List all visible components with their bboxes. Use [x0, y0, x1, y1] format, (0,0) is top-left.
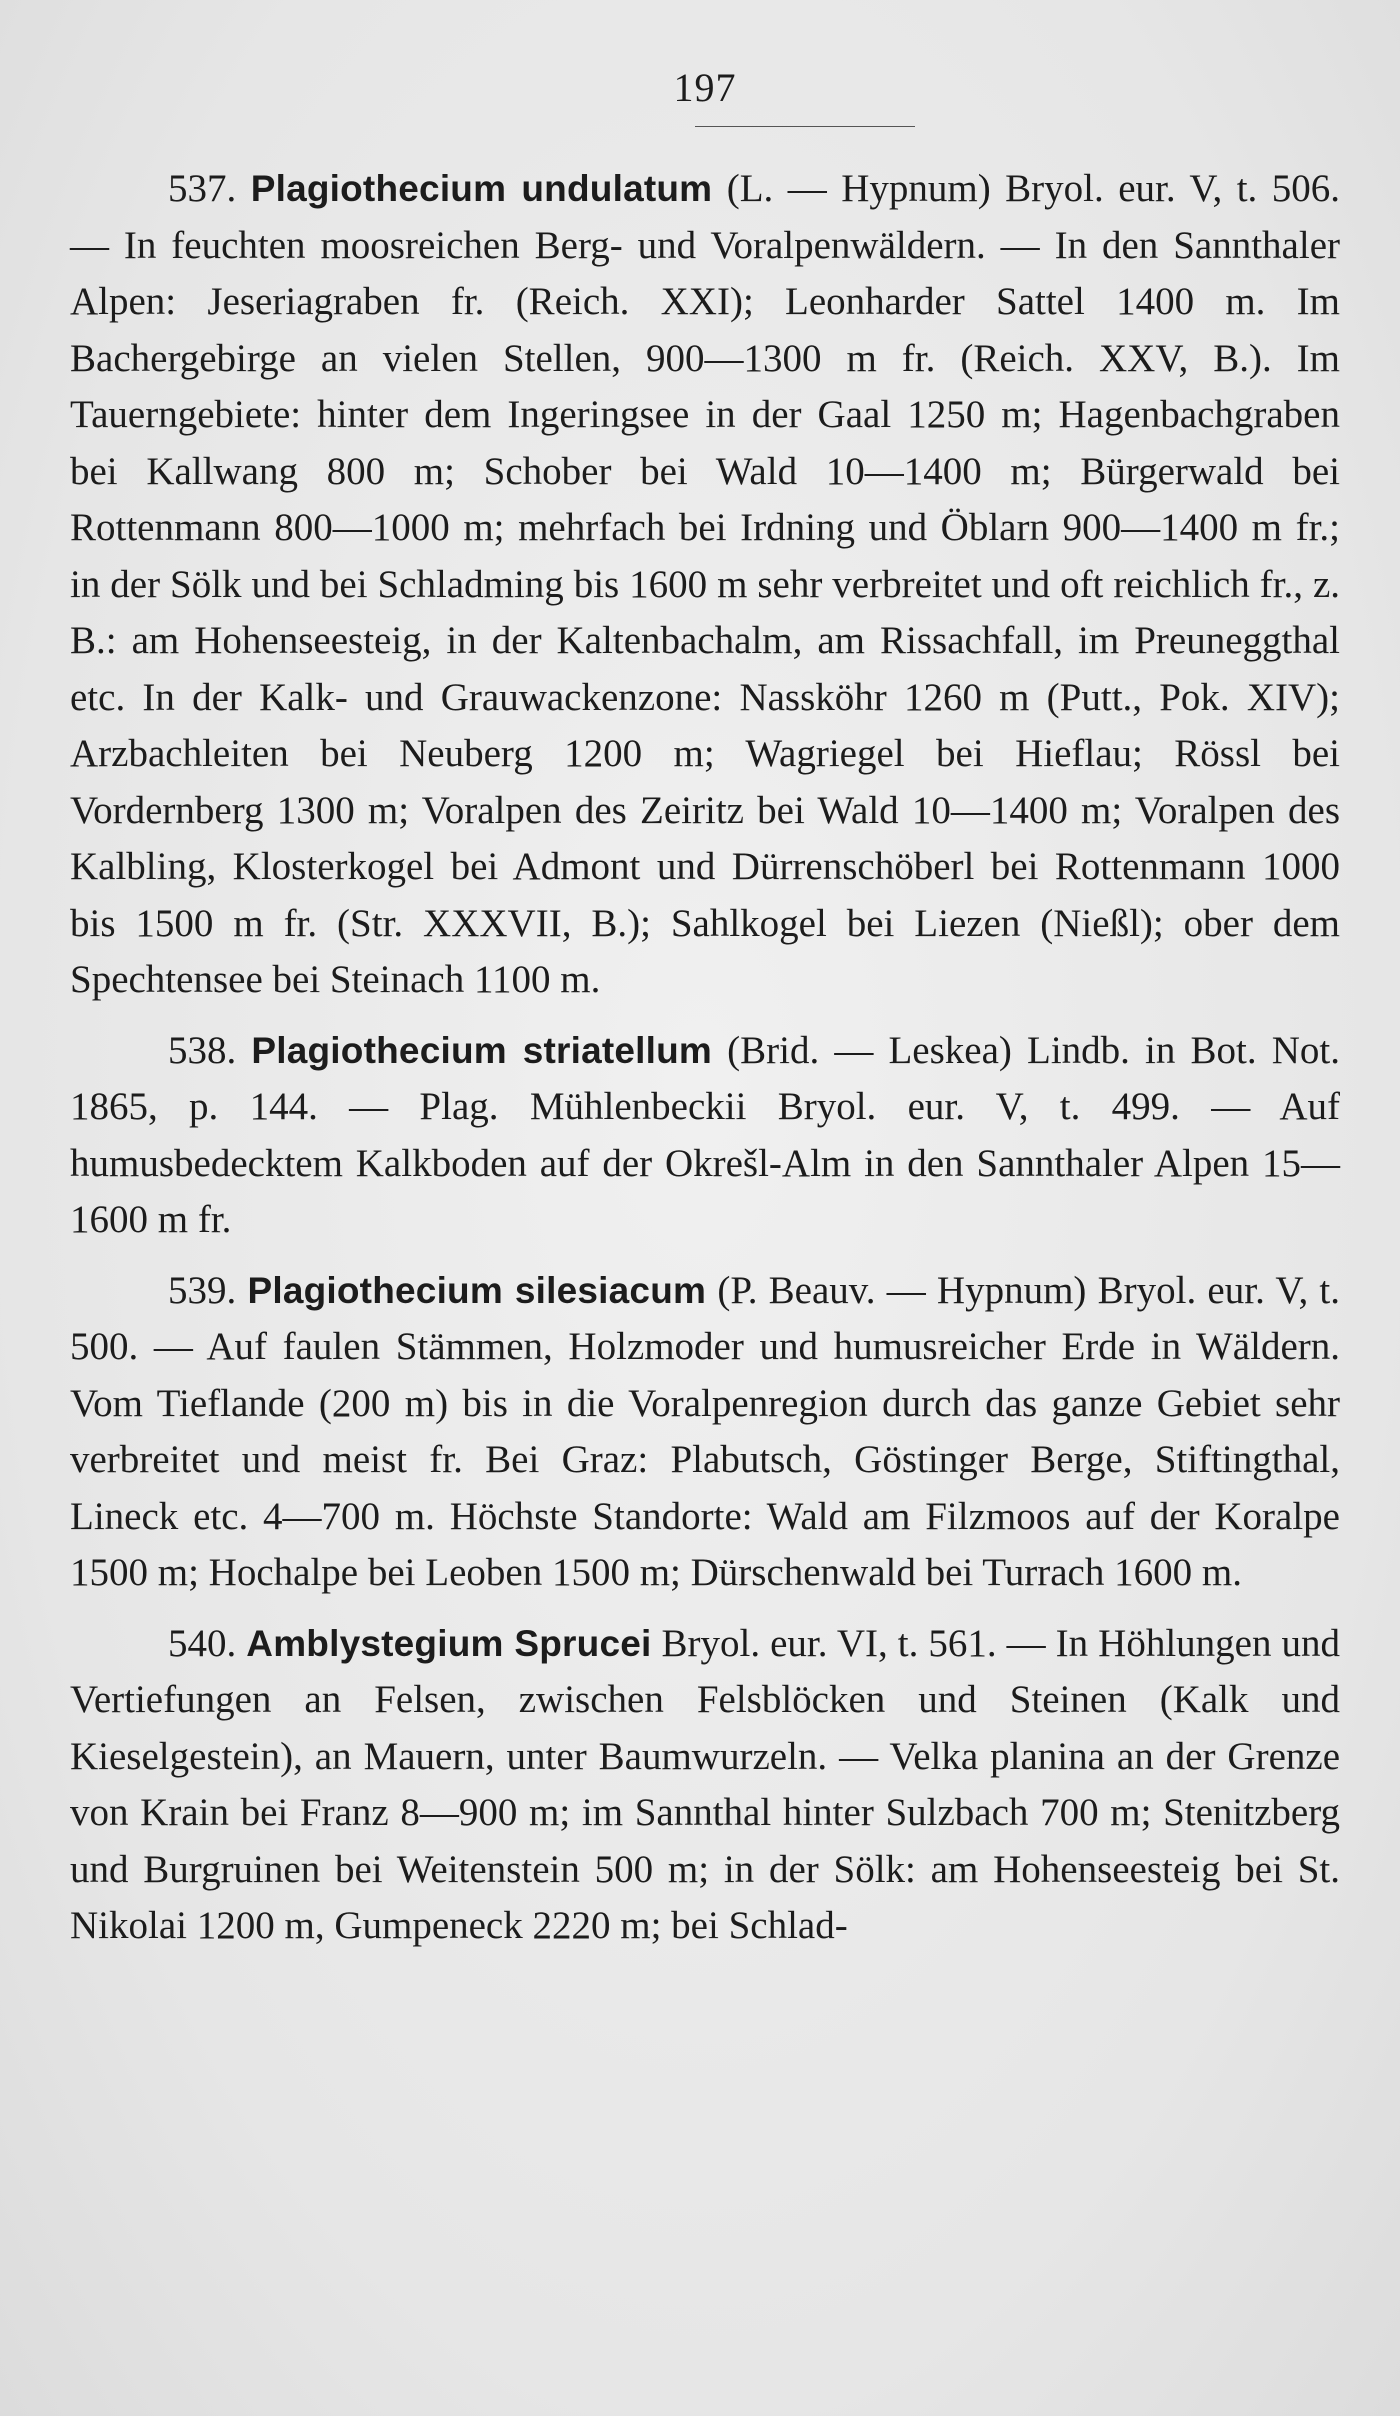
entry-number: 540.: [168, 1621, 237, 1665]
entry-538: [70, 1023, 1340, 1249]
species-name: Plagiothecium undulatum: [250, 168, 713, 209]
entry-540: [70, 1616, 1340, 1955]
entry-537: [70, 161, 1340, 1009]
species-name: Plagiothecium striatellum: [251, 1029, 713, 1071]
species-name: Amblystegium Sprucei: [246, 1622, 652, 1664]
species-name: Plagiothecium silesiacum: [247, 1269, 707, 1311]
entry-text: Bryol. eur. VI, t. 561. — In Höhlungen und Vertiefungen an Felsen, zwischen Felsblöcken und Steinen (Kalk und Kieselgestein), an Mauern, unter Baumwurzeln. — Velka planina an der Grenze von Krain bei Franz 8—900 m; im Sannthal hinter Sulzbach 700 m; Stenitzberg und Burgruinen bei Weitenstein 500 m; in der Sölk: am Hohenseesteig bei St. Nikolai 1200 m, Gumpeneck 2220 m; bei Schlad-: [70, 1621, 1340, 1947]
entry-text: (P. Beauv. — Hypnum) Bryol. eur. V, t. 500. — Auf faulen Stämmen, Holzmoder und humusreicher Erde in Wäldern. Vom Tieflande (200 m) bis in die Voralpenregion durch das ganze Gebiet sehr verbreitet und meist fr. Bei Graz: Plabutsch, Göstinger Berge, Stiftingthal, Lineck etc. 4—700 m. Höchste Standorte: Wald am Filzmoos auf der Koralpe 1500 m; Hochalpe bei Leoben 1500 m; Dürschenwald bei Turrach 1600 m.: [70, 1268, 1341, 1594]
entry-number: 538.: [168, 1028, 237, 1072]
entry-text: (Brid. — Leskea) Lindb. in Bot. Not. 1865, p. 144. — Plag. Mühlenbeckii Bryol. eur. V, t. 499. — Auf humusbedecktem Kalkboden auf der Okrešl-Alm in den Sannthaler Alpen 15—1600 m fr.: [70, 1028, 1340, 1241]
entry-text: (L. — Hypnum) Bryol. eur. V, t. 506. — In feuchten moosreichen Berg- und Voralpenwäldern. — In den Sannthaler Alpen: Jeseriagraben fr. (Reich. XXI); Leonharder Sattel 1400 m. Im Bachergebirge an vielen Stellen, 900—1300 m fr. (Reich. XXV, B.). Im Tauerngebiete: hinter dem Ingeringsee in der Gaal 1250 m; Hagenbachgraben bei Kallwang 800 m; Schober bei Wald 10—1400 m; Bürgerwald bei Rottenmann 800—1000 m; mehrfach bei Irdning und Öblarn 900—1400 m fr.; in der Sölk und bei Schladming bis 1600 m sehr verbreitet und oft reichlich fr., z. B.: am Hohenseesteig, in der Kaltenbachalm, am Rissachfall, im Preuneggthal etc. In der Kalk- und Grauwackenzone: Nassköhr 1260 m (Putt., Pok. XIV); Arzbachleiten bei Neuberg 1200 m; Wagriegel bei Hieflau; Rössl bei Vordernberg 1300 m; Voralpen des Zeiritz bei Wald 10—1400 m; Voralpen des Kalbling, Klosterkogel bei Admont und Dürrenschöberl bei Rottenmann 1000 bis 1500 m fr. (Str. XXXVII, B.); Sahlkogel bei Liezen (Nießl); ober dem Spechtensee bei Steinach 1100 m.: [70, 167, 1341, 1001]
entry-539: [70, 1263, 1340, 1602]
page-number: 197: [673, 65, 737, 110]
entry-number: 537.: [168, 167, 237, 210]
entry-number: 539.: [168, 1268, 237, 1312]
header-rule: [695, 126, 915, 127]
